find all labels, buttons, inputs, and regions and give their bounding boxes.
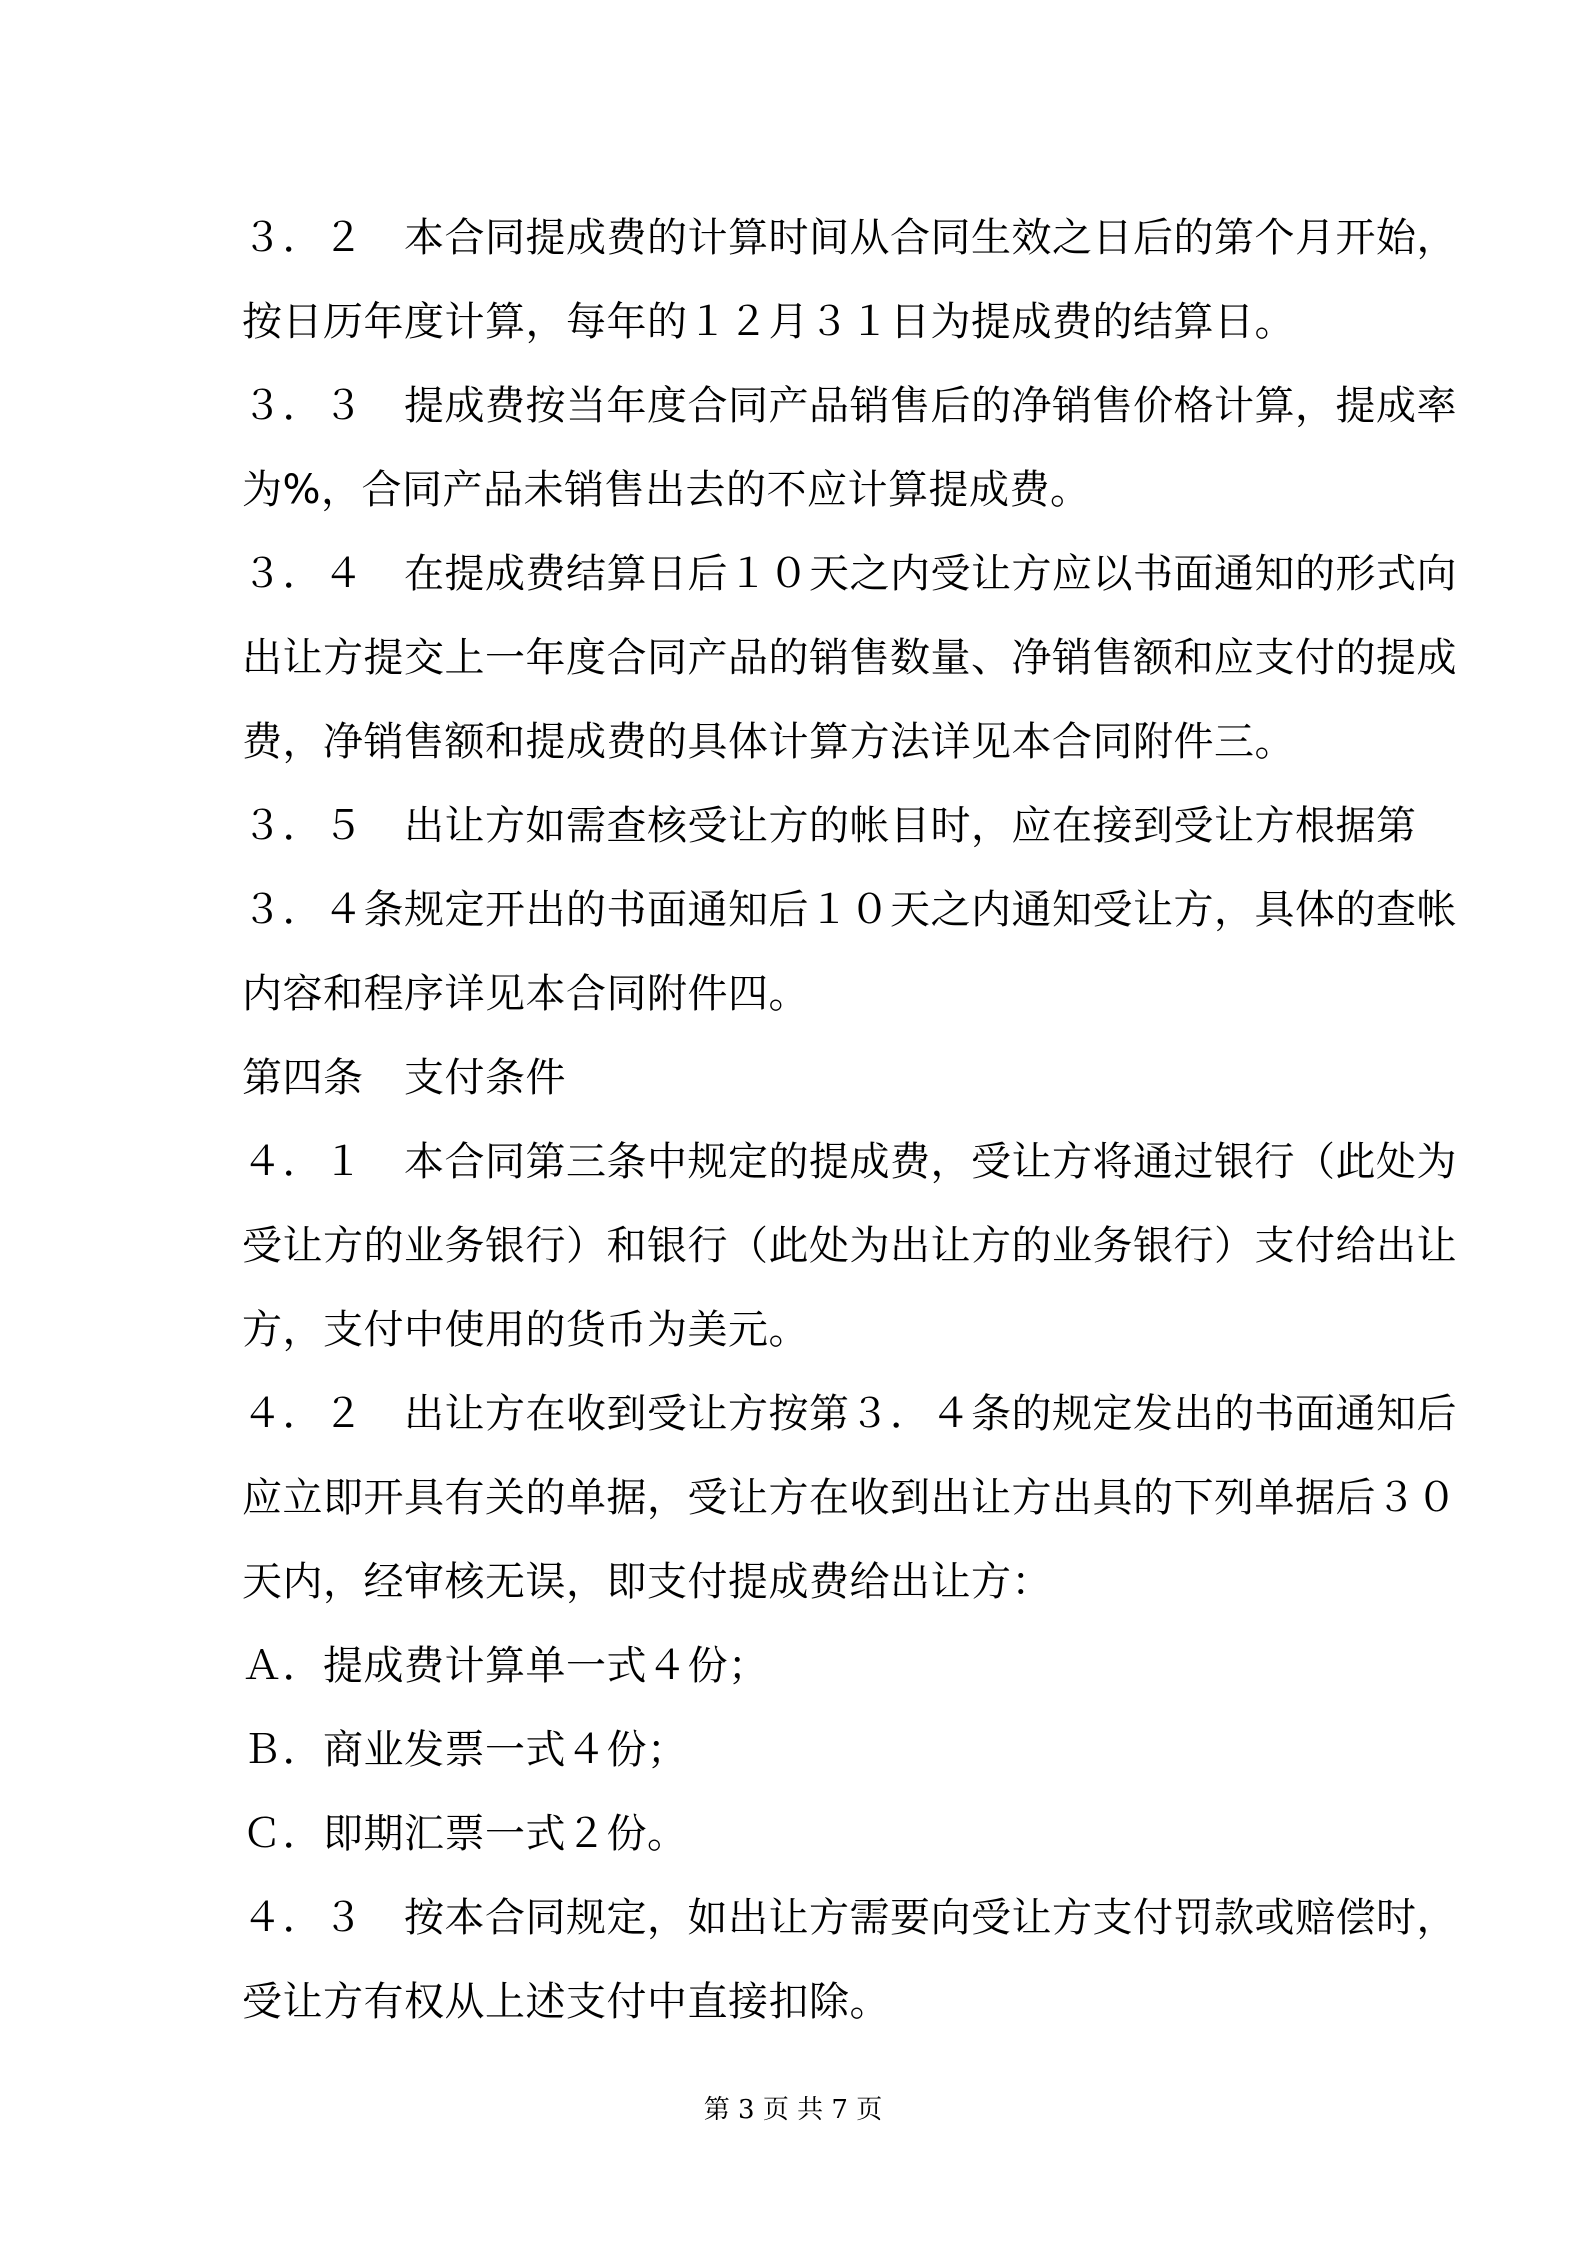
clause-4-1-line-3: 方，支付中使用的货币为美元。: [242, 1307, 809, 1353]
clause-4-3-line-2: 受让方有权从上述支付中直接扣除。: [242, 1979, 890, 2025]
clause-4-1-line-2: 受让方的业务银行）和银行（此处为出让方的业务银行）支付给出让: [242, 1223, 1457, 1269]
clause-3-4-line-3: 费，净销售额和提成费的具体计算方法详见本合同附件三。: [242, 719, 1295, 765]
list-item-c: Ｃ．即期汇票一式２份。: [242, 1811, 688, 1857]
clause-4-2-line-1: ４．２ 出让方在收到受让方按第３．４条的规定发出的书面通知后: [242, 1391, 1457, 1437]
page-number-footer: 第 3 页 共 7 页: [703, 2095, 883, 2125]
clause-4-2-line-3: 天内，经审核无误，即支付提成费给出让方：: [242, 1559, 1052, 1605]
clause-3-3-line-1: ３．３ 提成费按当年度合同产品销售后的净销售价格计算，提成率: [242, 383, 1457, 429]
contract-body: [242, 196, 1457, 2044]
list-item-a: Ａ．提成费计算单一式４份；: [242, 1643, 769, 1689]
clause-3-5-line-2: ３．４条规定开出的书面通知后１０天之内通知受让方，具体的查帐: [242, 887, 1457, 933]
clause-4-1-line-1: ４．１ 本合同第三条中规定的提成费，受让方将通过银行（此处为: [242, 1139, 1457, 1185]
clause-3-5-line-1: ３．５ 出让方如需查核受让方的帐目时，应在接到受让方根据第: [242, 803, 1417, 849]
clause-3-4-line-2: 出让方提交上一年度合同产品的销售数量、净销售额和应支付的提成: [242, 635, 1457, 681]
clause-3-2-line-1: ３．２ 本合同提成费的计算时间从合同生效之日后的第个月开始，: [242, 215, 1457, 261]
clause-3-3-line-2: 为%，合同产品未销售出去的不应计算提成费。: [242, 467, 1091, 513]
clause-4-3-line-1: ４．３ 按本合同规定，如出让方需要向受让方支付罚款或赔偿时，: [242, 1895, 1457, 1941]
clause-4-2-line-2: 应立即开具有关的单据，受让方在收到出让方出具的下列单据后３０: [242, 1475, 1457, 1521]
clause-3-5-line-3: 内容和程序详见本合同附件四。: [242, 971, 809, 1017]
clause-3-2-line-2: 按日历年度计算，每年的１２月３１日为提成费的结算日。: [242, 299, 1295, 345]
list-item-b: Ｂ．商业发票一式４份；: [242, 1727, 688, 1773]
article-4-heading: 第四条 支付条件: [242, 1055, 566, 1101]
clause-3-4-line-1: ３．４ 在提成费结算日后１０天之内受让方应以书面通知的形式向: [242, 551, 1457, 597]
